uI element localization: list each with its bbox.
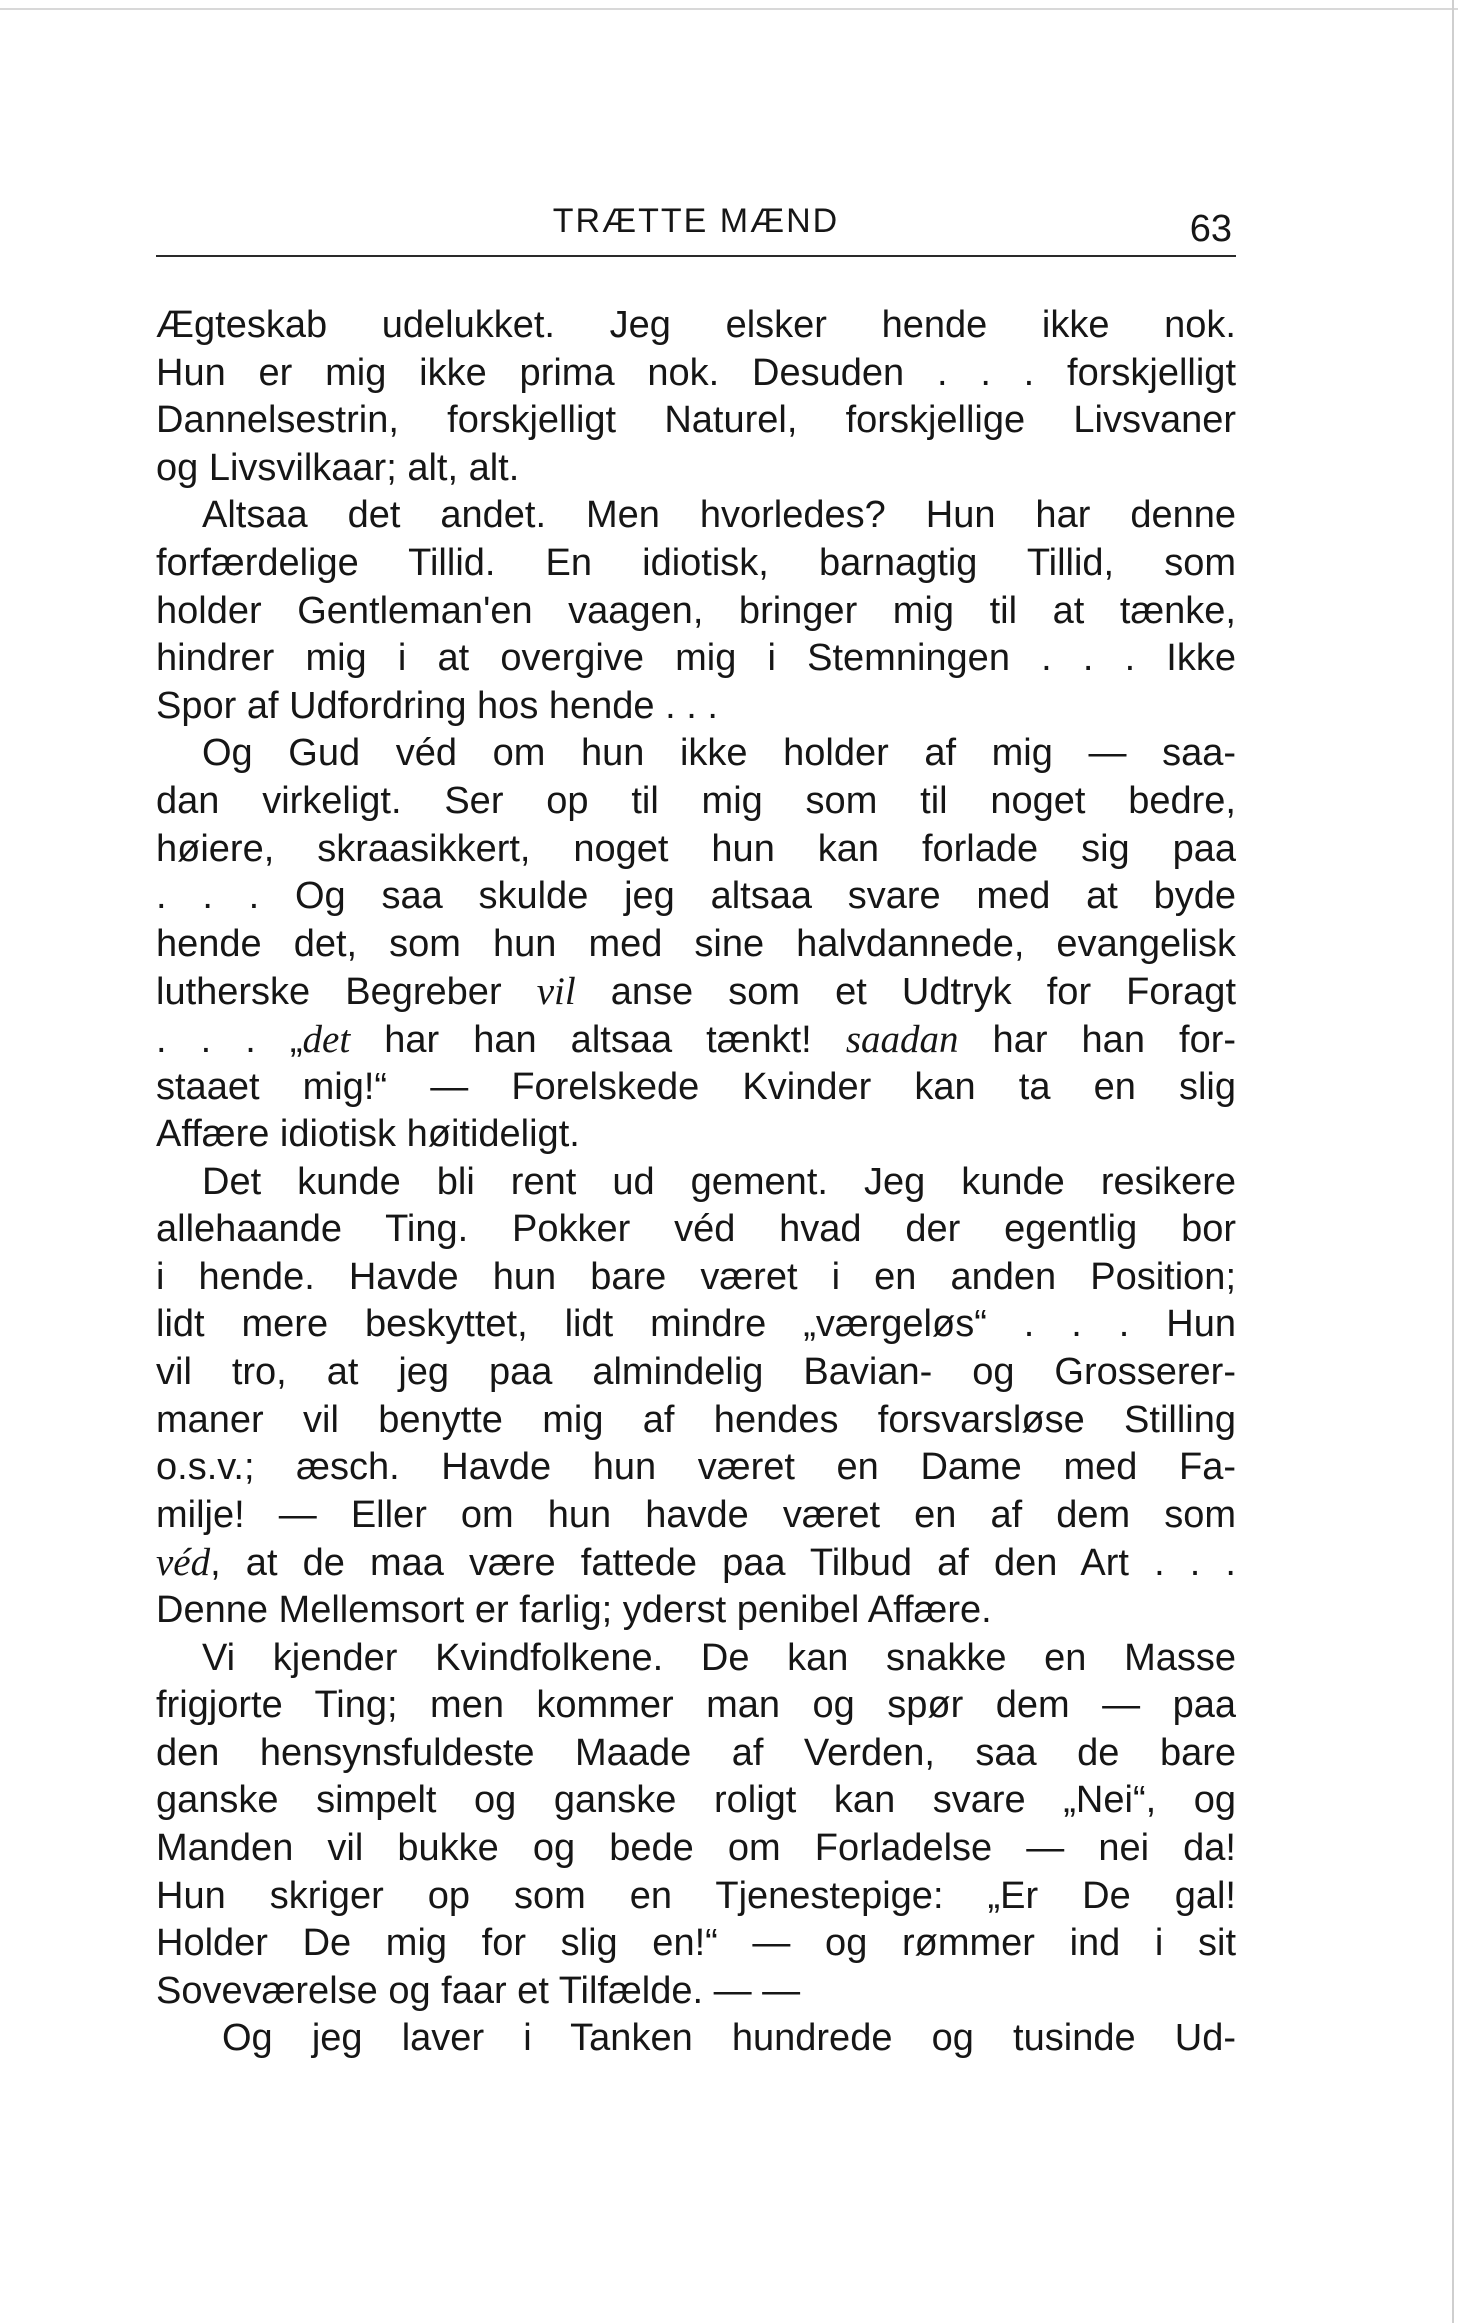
text-line <box>156 873 1236 921</box>
text-line <box>156 588 1236 636</box>
text-run: Denne Mellemsort er farlig; yderst penibel Affære. <box>156 1589 992 1632</box>
italic-run: véd <box>156 1541 211 1585</box>
header-rule <box>156 255 1236 257</box>
text-run: den hensynsfuldeste Maade af Verden, saa de bare <box>156 1731 1236 1774</box>
text-line <box>156 1539 1236 1587</box>
paragraph-start-line <box>156 730 1236 778</box>
text-run: . . . „ <box>156 1018 303 1061</box>
paragraph-start-line <box>156 2015 1236 2063</box>
italic-run: vil <box>536 970 576 1014</box>
text-line <box>156 1730 1236 1778</box>
text-run: Hun skriger op som en Tjenestepige: „Er De gal! <box>156 1874 1236 1917</box>
text-run: Altsaa det andet. Men hvorledes? Hun har denne <box>202 494 1236 537</box>
text-line <box>156 1301 1236 1349</box>
text-line <box>156 1111 1236 1159</box>
text-line <box>156 968 1236 1016</box>
text-run: Det kunde bli rent ud gement. Jeg kunde resikere <box>202 1160 1236 1203</box>
text-run: Hun er mig ikke prima nok. Desuden . . . forskjelligt <box>156 351 1236 394</box>
text-run: Og Gud véd om hun ikke holder af mig — saa- <box>202 732 1236 775</box>
text-line <box>156 1968 1236 2016</box>
paragraph-start-line <box>156 1159 1236 1207</box>
text-line <box>156 921 1236 969</box>
text-line <box>156 1920 1236 1968</box>
page-right-edge <box>1452 0 1454 2323</box>
text-line <box>156 1016 1236 1064</box>
text-run: milje! — Eller om hun havde været en af dem som <box>156 1493 1236 1536</box>
running-head <box>156 196 1236 252</box>
text-run: vil tro, at jeg paa almindelig Bavian- og Grosserer- <box>156 1351 1236 1394</box>
text-run: hende det, som hun med sine halvdannede, evangelisk <box>156 922 1236 965</box>
text-line <box>156 1682 1236 1730</box>
text-line <box>156 826 1236 874</box>
page-number: 63 <box>1189 208 1232 250</box>
text-run: frigjorte Ting; men kommer man og spør dem — paa <box>156 1684 1236 1727</box>
text-run: forfærdelige Tillid. En idiotisk, barnagtig Tillid, som <box>156 541 1236 584</box>
text-run: o.s.v.; æsch. Havde hun været en Dame med Fa- <box>156 1446 1236 1489</box>
text-run: Manden vil bukke og bede om Forladelse — nei da! <box>156 1827 1236 1869</box>
text-run: og Livsvilkaar; alt, alt. <box>156 446 520 489</box>
text-run: Soveværelse og faar et Tilfælde. — — <box>156 1969 801 2012</box>
text-line <box>156 1254 1236 1302</box>
text-run: Ægteskab udelukket. Jeg elsker hende ikke nok. <box>156 304 1236 346</box>
text-run: har han altsaa tænkt! <box>350 1018 846 1061</box>
page-top-edge <box>0 8 1458 10</box>
text-run: maner vil benytte mig af hendes forsvarsløse Stilling <box>156 1398 1236 1441</box>
running-title: TRÆTTE MÆND <box>552 202 840 240</box>
text-line <box>156 778 1236 826</box>
italic-run: saadan <box>845 1017 959 1061</box>
paragraph-start-line <box>156 1635 1236 1683</box>
text-run: staaet mig!“ — Forelskede Kvinder kan ta en slig <box>156 1065 1236 1108</box>
text-line <box>156 350 1236 398</box>
text-run: Affære idiotisk høitideligt. <box>156 1113 580 1156</box>
text-run: Holder De mig for slig en!“ — og rømmer ind i sit <box>156 1922 1236 1965</box>
text-line <box>156 445 1236 493</box>
text-run: allehaande Ting. Pokker véd hvad der egentlig bor <box>156 1208 1236 1251</box>
text-line <box>156 1492 1236 1540</box>
text-run: holder Gentleman'en vaagen, bringer mig til at tænke, <box>156 589 1236 632</box>
text-run: ganske simpelt og ganske roligt kan svare „Nei“, og <box>156 1779 1236 1822</box>
text-run: . . . Og saa skulde jeg altsaa svare med at byde <box>156 875 1236 918</box>
text-line <box>156 302 1236 350</box>
text-run: Spor af Udfordring hos hende . . . <box>156 684 718 727</box>
text-line <box>156 1444 1236 1492</box>
text-line <box>156 1206 1236 1254</box>
text-run: , at de maa være fattede paa Tilbud af den Art . . . <box>210 1542 1236 1585</box>
text-run: lidt mere beskyttet, lidt mindre „værgeløs“ . . . Hun <box>156 1303 1236 1346</box>
text-line <box>156 1349 1236 1397</box>
text-line <box>156 683 1236 731</box>
text-line <box>156 1873 1236 1921</box>
text-line <box>156 540 1236 588</box>
text-run: dan virkeligt. Ser op til mig som til noget bedre, <box>156 779 1236 822</box>
body-text <box>156 302 1236 2063</box>
text-line <box>156 1397 1236 1445</box>
text-line <box>156 1064 1236 1112</box>
text-line <box>156 397 1236 445</box>
text-run: har han for- <box>958 1018 1236 1061</box>
text-run: høiere, skraasikkert, noget hun kan forlade sig paa <box>156 827 1236 870</box>
text-line <box>156 635 1236 683</box>
text-line <box>156 1587 1236 1635</box>
text-run: Og jeg laver i Tanken hundrede og tusinde Ud- <box>222 2017 1236 2060</box>
text-run: lutherske Begreber <box>156 971 537 1014</box>
text-run: Vi kjender Kvindfolkene. De kan snakke en Masse <box>202 1636 1236 1679</box>
text-run: hindrer mig i at overgive mig i Stemningen . . . Ikke <box>156 637 1236 680</box>
paragraph-start-line <box>156 492 1236 540</box>
text-run: Dannelsestrin, forskjelligt Naturel, forskjellige Livsvaner <box>156 399 1236 442</box>
text-line <box>156 1777 1236 1825</box>
text-line <box>156 1825 1236 1873</box>
text-run: i hende. Havde hun bare været i en anden Position; <box>156 1255 1236 1298</box>
text-run: anse som et Udtryk for Foragt <box>575 971 1236 1014</box>
italic-run: det <box>302 1017 351 1061</box>
